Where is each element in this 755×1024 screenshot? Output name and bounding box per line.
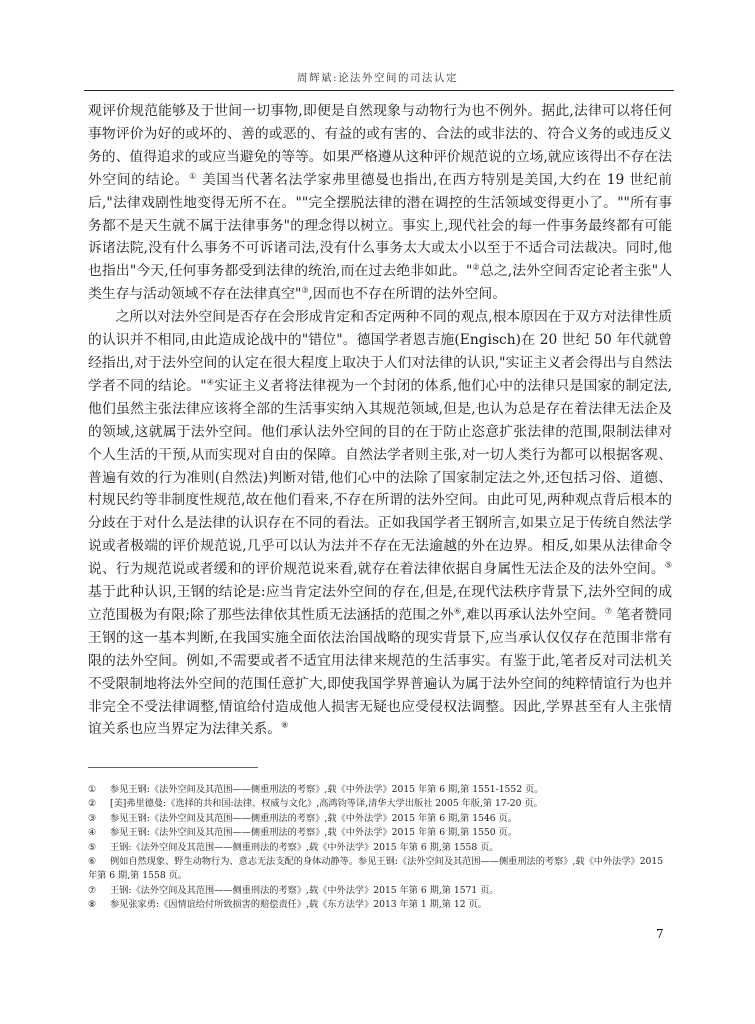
footnote-mark: ④ (88, 827, 97, 839)
header-rule (84, 90, 674, 91)
footnote-text: 例如自然现象、野生动物行为、意志无法支配的身体动静等。参见王钢:《法外空间及其范围——侧重刑法的考察》,载《中外法学》2015 年第 6 期,第 1558 页。 (88, 856, 664, 882)
page-number: 7 (656, 927, 664, 941)
footnote-item (88, 826, 672, 840)
footnote-text: 王钢:《法外空间及其范围——侧重刑法的考察》,载《中外法学》2015 年第 6 期,第 1558 页。 (110, 841, 499, 853)
footnote-item (88, 783, 672, 797)
paragraph-text: ,难以再承认法外空间。 (461, 606, 605, 623)
footnote-ref[interactable]: ③ (301, 285, 309, 295)
paragraph-text: 总之,法外空间否定论者主张"人类生存与活动领域不存在法律真空" (88, 263, 673, 303)
paragraph-text: ,因而也不存在所谓的法外空间。 (308, 286, 507, 303)
footnote-mark: ⑧ (88, 899, 97, 911)
footnote-ref[interactable]: ④ (206, 377, 215, 387)
footnote-item (88, 841, 672, 855)
footnote-ref[interactable]: ⑥ (454, 606, 462, 616)
footnote-item (88, 855, 672, 884)
footnote-separator (88, 767, 258, 768)
footnote-item (88, 812, 672, 826)
footnote-mark: ② (88, 798, 97, 810)
footnote-item (88, 898, 672, 912)
paragraph-text: 笔者赞同王钢的这一基本判断,在我国实施全面依法治国战略的现实背景下,应当承认仅仅存在范围非常有限的法外空间。例如,不需要或者不适宜用法律来规范的生活事实。有鉴于此,笔者反对司法机关不受限制地将法外空间的范围任意扩大,即使我国学界普遍认为属于法外空间的纯粹情谊行为也并非完全不受法律调整,情谊给付造成他人损害无疑也应受侵权法调整。因此,学界甚至有人主张情谊关系也应当界定为法律关系。 (88, 606, 673, 738)
footnote-ref[interactable]: ⑧ (281, 720, 289, 730)
paragraph-text: 实证主义者将法律视为一个封闭的体系,他们心中的法律只是国家的制定法,他们虽然主张法律应该将全部的生活事实纳入其规范领域,但是,也认为总是存在着法律无法企及的领域,这就属于法外空间。他们承认法外空间的目的在于防止恣意扩张法律的范围,限制法律对个人生活的干预,从而实现对自由的保障。自然法学者则主张,对一切人类行为都可以根据客观、普遍有效的行为准则(自然法)判断对错,他们心中的法除了国家制定法之外,还包括习俗、道德、村规民约等非制度性规范,故在他们看来,不存在所谓的法外空间。由此可见,两种观点背后根本的分歧在于对什么是法律的认识存在不同的看法。正如我国学者王钢所言,如果立足于传统自然法学说或者极端的评价规范说,几乎可以认为法并不存在无法逾越的外在边界。相反,如果从法律命令说、行为规范说或者缓和的评价规范说来看,就存在着法律依据自身属性无法企及的法外空间。 (88, 377, 672, 578)
body-paragraph (88, 100, 672, 306)
article-body (88, 100, 672, 741)
paragraph-text: 观评价规范能够及于世间一切事物,即便是自然现象与动物行为也不例外。据此,法律可以将任何事物评价为好的或坏的、善的或恶的、有益的或有害的、合法的或非法的、符合义务的或违反义务的、值得追求的或应当避免的等等。如果严格遵从这种评价规范说的立场,就应该得出不存在法外空间的结论。 (88, 103, 672, 188)
footnote-mark: ⑥ (88, 856, 97, 868)
running-header: 周辉斌:论法外空间的司法认定 (296, 72, 459, 84)
paragraph-text: 基于此种认识,王钢的结论是:应当肯定法外空间的存在,但是,在现代法秩序背景下,法外空间的成立范围极为有限;除了那些法律依其性质无法涵括的范围之外 (88, 584, 672, 623)
paragraph-text: 美国当代著名法学家弗里德曼也指出,在西方特别是美国,大约在 19 世纪前后,"法律戏剧性地变得无所不在。""完全摆脱法律的潜在调控的生活领域变得更小了。""所有事务都不是天生就不属于法律事务"的理念得以树立。事实上,现代社会的每一件事务最终都有可能诉诸法院,没有什么事务不可诉诸司法,没有什么事务太大或太小以至于不适合司法裁决。同时,他也指出"今天,任何事务都受到法律的统治,而在过去绝非如此。" (88, 171, 673, 280)
paragraph-text: 之所以对法外空间是否存在会形成肯定和否定两种不同的观点,根本原因在于双方对法律性质的认识并不相同,由此造成论战中的"错位"。德国学者恩吉施(Engisch)在 20 世纪 50 年代就曾经指出,对于法外空间的认定在很大程度上取决于人们对法律的认识,"实证主义者会得出与自然法学者不同的结论。" (88, 309, 672, 394)
footnote-text: 参见王钢:《法外空间及其范围——侧重刑法的考察》,载《中外法学》2015 年第 6 期,第 1546 页。 (110, 812, 517, 824)
footnotes (88, 783, 672, 913)
footnote-item (88, 884, 672, 898)
footnote-ref[interactable]: ② (472, 262, 480, 272)
footnote-mark: ① (88, 784, 97, 795)
footnote-text: 参见张家勇:《因情谊给付所致损害的赔偿责任》,载《东方法学》2013 年第 1 期,第 12 页。 (110, 899, 487, 911)
footnote-mark: ⑦ (88, 884, 97, 896)
footnote-mark: ⑤ (88, 841, 97, 853)
footnote-item (88, 797, 672, 811)
body-paragraph (88, 306, 672, 741)
footnote-mark: ③ (88, 812, 97, 824)
footnote-ref[interactable]: ⑦ (604, 606, 613, 616)
footnote-ref[interactable]: ① (189, 171, 197, 181)
footnote-ref[interactable]: ⑤ (664, 560, 672, 570)
footnote-text: 参见王钢:《法外空间及其范围——侧重刑法的考察》,载《中外法学》2015 年第 6 期,第 1550 页。 (110, 827, 517, 839)
footnote-text: 王钢:《法外空间及其范围——侧重刑法的考察》,载《中外法学》2015 年第 6 期,第 1571 页。 (110, 884, 499, 896)
footnote-text: 参见王钢:《法外空间及其范围——侧重刑法的考察》,载《中外法学》2015 年第 6 期,第 1551-1552 页。 (110, 784, 544, 795)
footnote-text: [美]弗里德曼:《选择的共和国:法律、权威与文化》,高鸿钧等译,清华大学出版社 2005 年版,第 17-20 页。 (110, 798, 543, 810)
